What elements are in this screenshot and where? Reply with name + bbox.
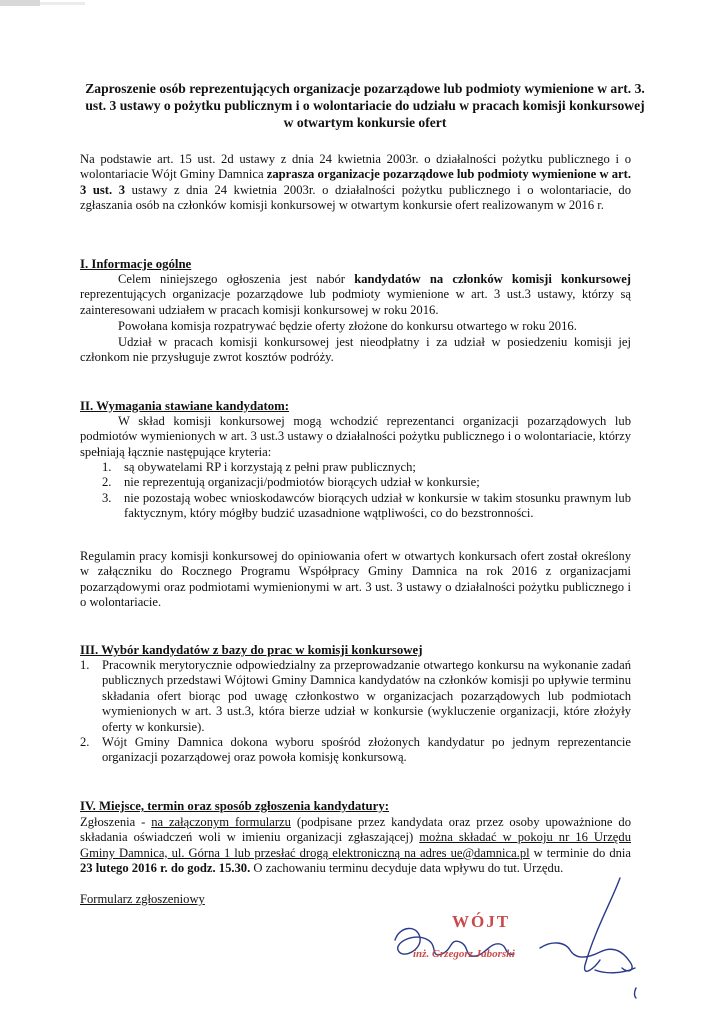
list-item: 2. Wójt Gminy Damnica dokona wyboru spośród złożonych kandydatur po jednym reprezentancie organizacji pozarządowej oraz powoła komisję konkursową.: [80, 735, 631, 765]
document-title: Zaproszenie osób reprezentujących organizacje pozarządowe lub podmioty wymienione w art. 3. ust. 3 ustawy o pożytku publicznym i o wolontariacie do udziału w pracach komisji konkursowej w otwartym konkursie ofert: [85, 81, 645, 130]
attached-form-link[interactable]: na załączonym formularzu: [151, 815, 291, 829]
form-link[interactable]: Formularz zgłoszeniowy: [80, 892, 205, 906]
intro-paragraph: Na podstawie art. 15 ust. 2d ustawy z dnia 24 kwietnia 2003r. o działalności pożytku publicznego i o wolontariacie Wójt Gminy Damnica zaprasza organizacje pozarządowe lub podmioty wymienione w art. 3 ust. 3 ustawy z dnia 24 kwietnia 2003r. o działalności pożytku publicznego i o wolontariacie, do zgłaszania osób na członków komisji konkursowej w otwartym konkursie ofert realizowanym w 2016 r.: [80, 152, 631, 213]
section-1-paragraph-2: Powołana komisja rozpatrywać będzie oferty złożone do konkursu otwartego w roku 2016.: [118, 319, 577, 333]
section-2-intro: W skład komisji konkursowej mogą wchodzić reprezentanci organizacji pozarządowych lub podmiotów wymienionych w art. 3 ust.3 ustawy o działalności pożytku publicznego i o wolontariacie, którzy spełniają łącznie następujące kryteria:: [80, 414, 631, 459]
scan-artifact-mark: [0, 0, 100, 12]
section-3-heading: III. Wybór kandydatów z bazy do prac w komisji konkursowej: [80, 643, 423, 657]
signature-icon: [390, 870, 650, 1000]
list-item: 1. Pracownik merytorycznie odpowiedzialny za przeprowadzanie otwartego konkursu na wykonanie zadań publicznych przedstawi Wójtowi Gminy Damnica kandydatów na członków komisji po upływie terminu składania ofert biorąc pod uwagę członkostwo w organizacjach pozarządowych lub podmiotach wymienionych w art. 3 ust.3, która bierze udział w konkursie (wykluczenie organizacji, które złożyły oferty w konkursie).: [80, 658, 631, 734]
list-item: 2. nie reprezentują organizacji/podmiotów biorących udział w konkursie;: [102, 475, 480, 490]
section-1-paragraph-1: Celem niniejszego ogłoszenia jest nabór kandydatów na członków komisji konkursowej reprezentujących organizacje pozarządowe lub podmioty wymienione w art. 3 ust.3 ustawy, którzy są zainteresowani udziałem w pracach komisji konkursowej w roku 2016.: [80, 272, 631, 317]
section-3-list: [80, 658, 631, 766]
list-item: 3. nie pozostają wobec wnioskodawców biorących udział w konkursie w takim stosunku prawnym lub faktycznym, który mógłby budzić uzasadnione wątpliwości, co do bezstronności.: [102, 490, 631, 521]
section-4-paragraph: Zgłoszenia - na załączonym formularzu (podpisane przez kandydata oraz przez osoby upoważnione do składania oświadczeń woli w imieniu organizacji zgłaszającej) można składać w pokoju nr 16 Urzędu Gminy Damnica, ul. Górna 1 lub przesłać drogą elektroniczną na adres ue@damnica.pl w terminie do dnia 23 lutego 2016 r. do godz. 15.30. O zachowaniu terminu decyduje data wpływu do tut. Urzędu.: [80, 815, 631, 876]
stamp-name: inż. Grzegorz Jaborski: [413, 948, 515, 960]
section-1-paragraph-3: Udział w pracach komisji konkursowej jest nieodpłatny i za udział w posiedzeniu komisji jej członkom nie przysługuje zwrot kosztów podróży.: [80, 335, 631, 365]
section-2-heading: II. Wymagania stawiane kandydatom:: [80, 399, 290, 413]
stamp-title: WÓJT: [452, 912, 511, 931]
list-item: 1. są obywatelami RP i korzystają z pełni praw publicznych;: [102, 460, 416, 474]
section-2-criteria-list: [102, 460, 631, 522]
submission-location-link[interactable]: można składać w pokoju nr 16 Urzędu Gminy Damnica, ul. Górna 1 lub przesłać drogą elektroniczną na adres ue@damnica.pl: [80, 830, 631, 860]
section-4-heading: IV. Miejsce, termin oraz sposób zgłoszenia kandydatury:: [80, 799, 390, 813]
regulamin-paragraph: Regulamin pracy komisji konkursowej do opiniowania ofert w otwartych konkursach ofert został określony w załączniku do Rocznego Programu Współpracy Gminy Damnica na rok 2016 z organizacjami pozarządowymi oraz podmiotami wymienionymi w art. 3 ust. 3 ustawy o działalności pożytku publicznego i o wolontariacie.: [80, 549, 631, 610]
section-1-heading: I. Informacje ogólne: [80, 257, 192, 271]
